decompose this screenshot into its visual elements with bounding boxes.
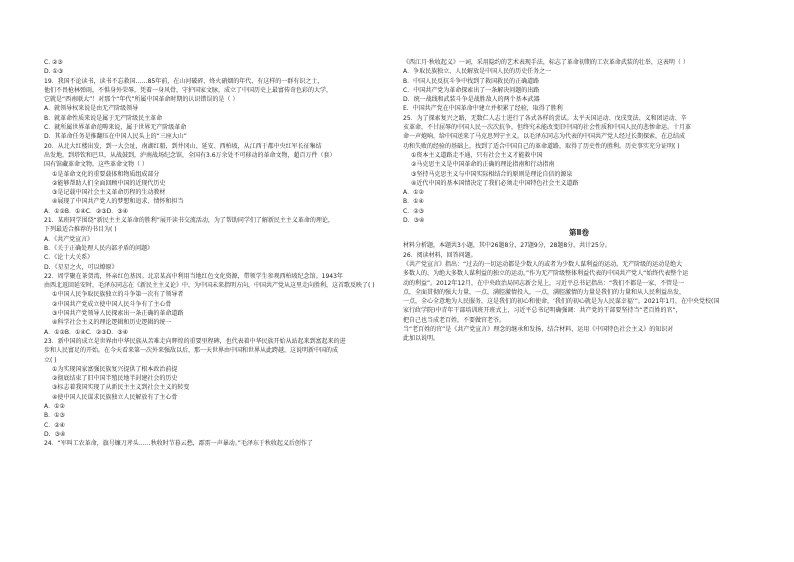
text-line: 22．周学聚在茶贺湾，怀亲红色基因。北京某高中利用当地红色文化资源，带领学生参观西柏坡纪念馆。1943年: [44, 272, 343, 280]
text-line: 动的利益”。2012年12月，在中央政治局同志新会见上，习近平总书记指出：“我们不都是一家，不管是一: [403, 279, 685, 287]
text-line: 下列最适合推荐的书目为( ): [44, 226, 117, 234]
text-line: A．①②B．①④C．②③D．③④: [44, 207, 129, 215]
right-column: [403, 58, 755, 344]
text-line: 23．新中国的成立是世界由中华民族从苦难走向辉煌的重要里程碑，也代表着中华民族开始从站起来到富起来的进: [44, 337, 346, 345]
text-line: ③中国共产党领导人民探索出一条正确的革命道路: [52, 310, 184, 318]
text-line: D. ①③: [44, 68, 64, 76]
text-line: ④近代中国的基本国情决定了我们必须走中国特色社会主义道路: [411, 179, 579, 187]
text-line: D．其革命任务是推翻压在中国人民头上的“三座大山”: [44, 133, 187, 141]
text-line: 此加以说明。: [403, 335, 440, 343]
text-line: A．《共产党宣言》: [44, 235, 94, 243]
text-line: B．就革命性质来说是属于无产阶级民主革命: [44, 114, 163, 122]
text-line: D．③④: [44, 430, 66, 438]
text-line: B．《关于正确处理人民内部矛盾的问题》: [44, 244, 154, 252]
text-line: 24．“军叫工农革命，旗号镰刀斧头……秋收时节暮云愁，霹雳一声暴动。”毛泽东于秋收起义后创作了: [44, 440, 313, 448]
text-line: E．中国共产党在中国革命中建立并积累了经验，取得了胜利: [403, 105, 563, 113]
text-line: ③坚持马克思主义与中国实际相结合的原则是理论自信的源泉: [411, 170, 573, 178]
text-line: C．②③: [403, 207, 424, 215]
text-line: 国有馆藏革命文物。这些革命文物（ ）: [44, 161, 148, 169]
text-line: D．③④: [403, 217, 425, 225]
text-line: 亥革命，不甘屈辱的中国人民一次次抗争，但终究未能改变旧中国的社会性质和中国人民的悲惨命运。十月革: [403, 124, 692, 132]
text-line: A．就领导权来说是由无产阶级领导: [44, 105, 139, 113]
text-line: ③是记载中国社会主义革命历程的生动教材: [52, 189, 166, 197]
text-line: 25．为了探索复兴之路，无数仁人志士进行了各式各样的尝试。太平天国运动、戊戌变法、义和团运动、辛: [403, 114, 687, 122]
text-line: ①中国人民争取民族独立的斗争第一次有了领导者: [52, 291, 184, 299]
text-line: A．①②B．①④C．②③D．③④: [44, 328, 129, 336]
text-line: ④使中国人民谋求民族独立人民解放有了主心骨: [52, 393, 178, 401]
text-line: ①资本主义道路走不通，只有社会主义才能救中国: [411, 151, 543, 159]
text-line: 19．我国不论读书，读书不忘救国……85年前，在山河破碎、烽火硝烟的年代，有这样的一群有识之士，: [44, 77, 324, 85]
text-line: ②彻底结束了旧中国半殖民地半封建社会的历史: [52, 375, 178, 383]
text-line: C．就所属世界革命范畴来说，属于世界无产阶级革命: [44, 124, 187, 132]
text-line: 《共产党宣言》指出：“过去的一切运动都是少数人的或者为少数人谋利益的运动。无产阶级的运动是绝大: [403, 260, 683, 268]
text-line: 由西北返回延安时，毛泽东同志在《新民主主义论》中，为中国未来指明方向，中国共产党从这里走向胜利，这首歌反映了( ): [44, 282, 375, 290]
text-line: B．①③: [44, 412, 65, 420]
text-line: 功和失败的经验的基础上，找到了适合中国自己的革命道路，取得了历史性的胜利。历史事实充分证明( ): [403, 142, 680, 150]
text-line: D．《星星之火，可以燎原》: [44, 263, 118, 271]
text-line: C. ②③: [44, 59, 63, 66]
text-line: 立( ): [44, 356, 57, 364]
text-line: 出发地，到塔钦和巴旦，从战鼓到，泸南战场纪念馆，全国有3.6万余处不可移动的革命文物，超百万件（套）: [44, 151, 336, 159]
left-column: [44, 58, 396, 448]
text-line: 点，全面贯彻的强大力量，一点，满腔激情投入，一点，满腔激情的力量是我们的力量和从人民利益出发，: [403, 288, 686, 296]
text-line: A．①②: [44, 402, 65, 410]
text-line: C．《论十大关系》: [44, 254, 94, 262]
text-line: ②中国共产党成立使中国人民斗争有了主心骨: [52, 300, 172, 308]
section-title: 第Ⅱ卷: [569, 228, 589, 238]
text-line: 家行政学院)中青年干部培训班开班式上，习近平总书记明确强调：共产党的干部要坚持当“老百姓的官”，: [403, 307, 682, 315]
text-line: 它就是“西南联大”！对那个“年代”所属中国革命时期的认识错误的是（ ）: [44, 96, 239, 104]
text-line: 一点，全心全意地为人民服务，这是我们的初心和使命，‘我们的初心就是为人民谋幸福’”。2021年1月，在中央党校(国: [403, 298, 720, 306]
text-line: ③标志着我国实现了从新民主主义到社会主义的转变: [52, 384, 190, 392]
text-line: 他们不畏枪林弹雨，不惧身外荣辱，凭着一身风骨，守护国家文脉，成立了中国历史上最富传奇色彩的大学，: [44, 86, 333, 94]
text-line: 把自己也当成老百姓，不要做官老爷。: [403, 316, 506, 324]
text-line: B．中国人民反抗斗争中找到了救国救民的正确道路: [403, 77, 540, 85]
text-line: 材料分析题，本题共3小题，其中26题8分，27题9分，28题8分，共计25分。: [403, 242, 611, 250]
text-line: C．②④: [44, 421, 65, 429]
text-line: ④展现了中国共产党人的梦想和追求、情怀和担当: [52, 198, 184, 206]
text-line: D．统一战线和武装斗争是战胜敌人的两个基本武器: [403, 96, 540, 104]
text-line: ④科学社会主义的理论逻辑和历史逻辑的统一: [52, 319, 172, 327]
text-line: 步和人民富足的开始。在今天看来第一次外来强敌以后，那一天世界由中国和世界从此跨越，这说明新中国的成: [44, 347, 339, 355]
text-line: B．①④: [403, 198, 424, 206]
text-line: ②能够帮助人们全面回顾中国的近现代历史: [52, 179, 166, 187]
text-line: ①为实现国家富强民族复兴提供了根本政治前提: [52, 365, 178, 373]
text-line: ②马克思主义是中国革命的正确的理论指南和行动指南: [411, 161, 555, 169]
text-line: ①是革命文化的重要载体和物质组成部分: [52, 170, 160, 178]
text-line: 《西江月·秋收起义》一词，采用隐约的艺术表现手法，标志了革命初期的工农革命武装的壮举，这表明（ ）: [403, 59, 689, 66]
text-line: C．中国共产党为革命探索出了一条解决问题的出路: [403, 86, 540, 94]
text-line: 26．阅读材料，回答问题。: [403, 251, 477, 259]
text-line: 命一声炮响，给中国送来了马克思列宁主义。以毛泽东同志为代表的中国共产党人经过长期探索，在总结成: [403, 133, 686, 141]
text-line: 多数人的、为绝大多数人谋利益的独立的运动。”作为无产阶级整体利益代表的中国共产党人“始终代表整个运: [403, 270, 689, 278]
text-line: A．①②: [403, 189, 424, 197]
text-line: A．争取民族独立、人民解放是中国人民的历史任务之一: [403, 68, 552, 76]
text-line: 当“老百姓的官”是《共产党宣言》理念的继承和发扬，结合材料，运用《中国特色社会主义》的知识对: [403, 326, 674, 334]
text-line: 20．从北大红楼出发，到一大会址，南湖红船，到井冈山、延安、西柏坡，从江西于都中央红军长征集结: [44, 142, 322, 150]
text-line: 21．某班同学围绕“新民主主义革命的胜利”展开读书交流活动，为了帮助同学们了解新民主主义革命的理论，: [44, 217, 334, 225]
